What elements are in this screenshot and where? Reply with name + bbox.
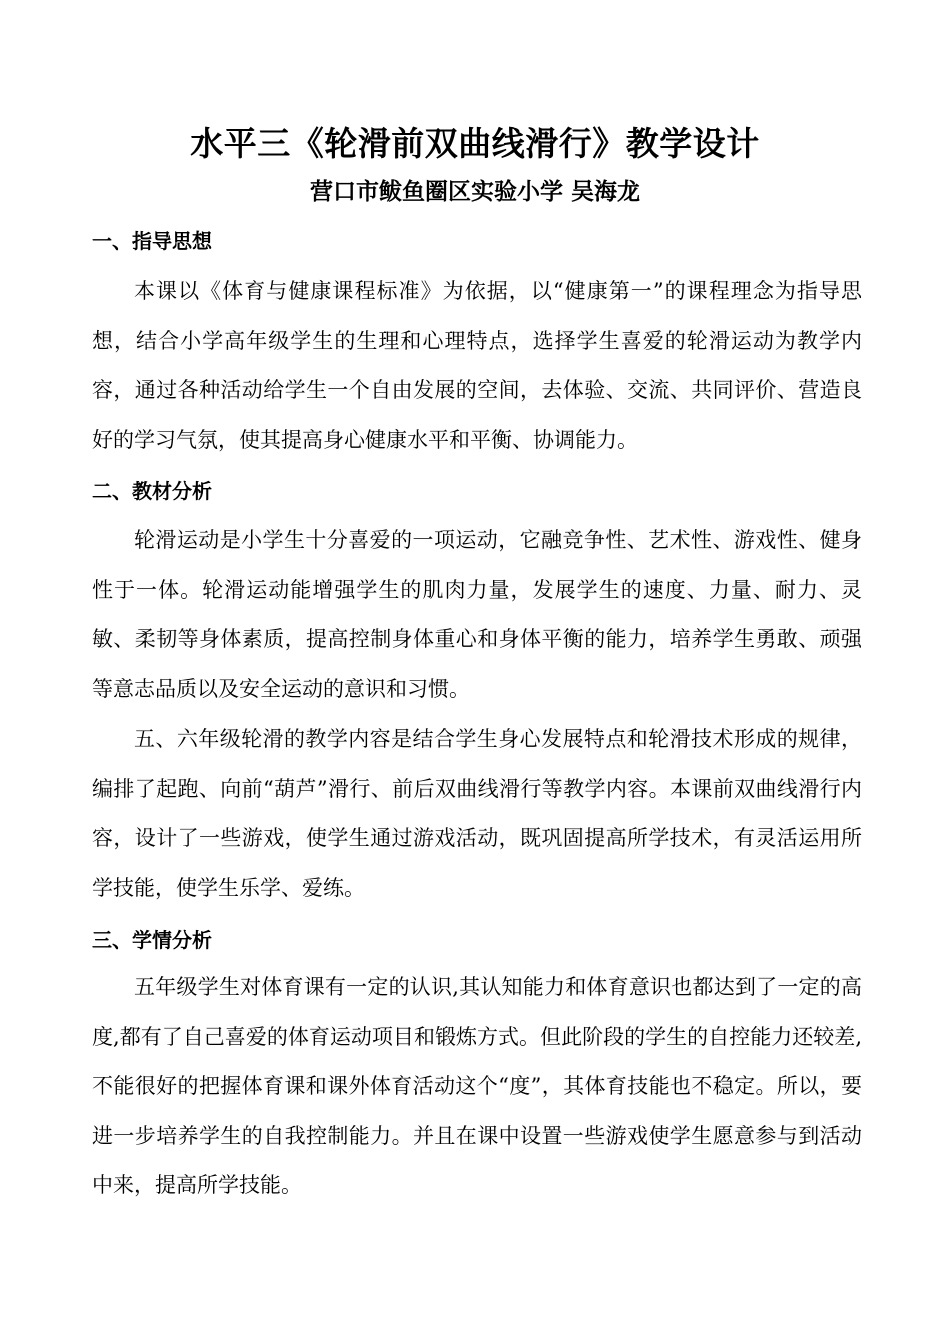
document-title: 水平三《轮滑前双曲线滑行》教学设计 [190,124,760,163]
paragraph-textbook-analysis-1: 轮滑运动是小学生十分喜爱的一项运动，它融竞争性、艺术性、游戏性、健身性于一体。轮滑运动能增强学生的肌肉力量，发展学生的速度、力量、耐力、灵敏、柔韧等身体素质，提高控制身体重心和身体平衡的能力，培养学生勇敢、顽强等意志品质以及安全运动的意识和习惯。 [92,528,862,701]
section-heading-student-analysis: 三、学情分析 [92,928,212,952]
section-heading-textbook-analysis: 二、教材分析 [92,479,212,503]
section-heading-guiding-ideology: 一、指导思想 [92,229,212,253]
paragraph-student-analysis: 五年级学生对体育课有一定的认识,其认知能力和体育意识也都达到了一定的高度,都有了自己喜爱的体育运动项目和锻炼方式。但此阶段的学生的自控能力还较差,不能很好的把握体育课和课外体育活动这个“度”，其体育技能也不稳定。所以，要进一步培养学生的自我控制能力。并且在课中设置一些游戏使学生愿意参与到活动中来，提高所学技能。 [92,975,862,1197]
author-line: 营口市鲅鱼圈区实验小学 吴海龙 [309,179,640,205]
paragraph-guiding-ideology: 本课以《体育与健康课程标准》为依据，以“健康第一”的课程理念为指导思想，结合小学高年级学生的生理和心理特点，选择学生喜爱的轮滑运动为教学内容，通过各种活动给学生一个自由发展的空间，去体验、交流、共同评价、营造良好的学习气氛，使其提高身心健康水平和平衡、协调能力。 [92,279,862,452]
paragraph-textbook-analysis-2: 五、六年级轮滑的教学内容是结合学生身心发展特点和轮滑技术形成的规律，编排了起跑、向前“葫芦”滑行、前后双曲线滑行等教学内容。本课前双曲线滑行内容，设计了一些游戏，使学生通过游戏活动，既巩固提高所学技术，有灵活运用所学技能，使学生乐学、爱练。 [92,727,862,900]
